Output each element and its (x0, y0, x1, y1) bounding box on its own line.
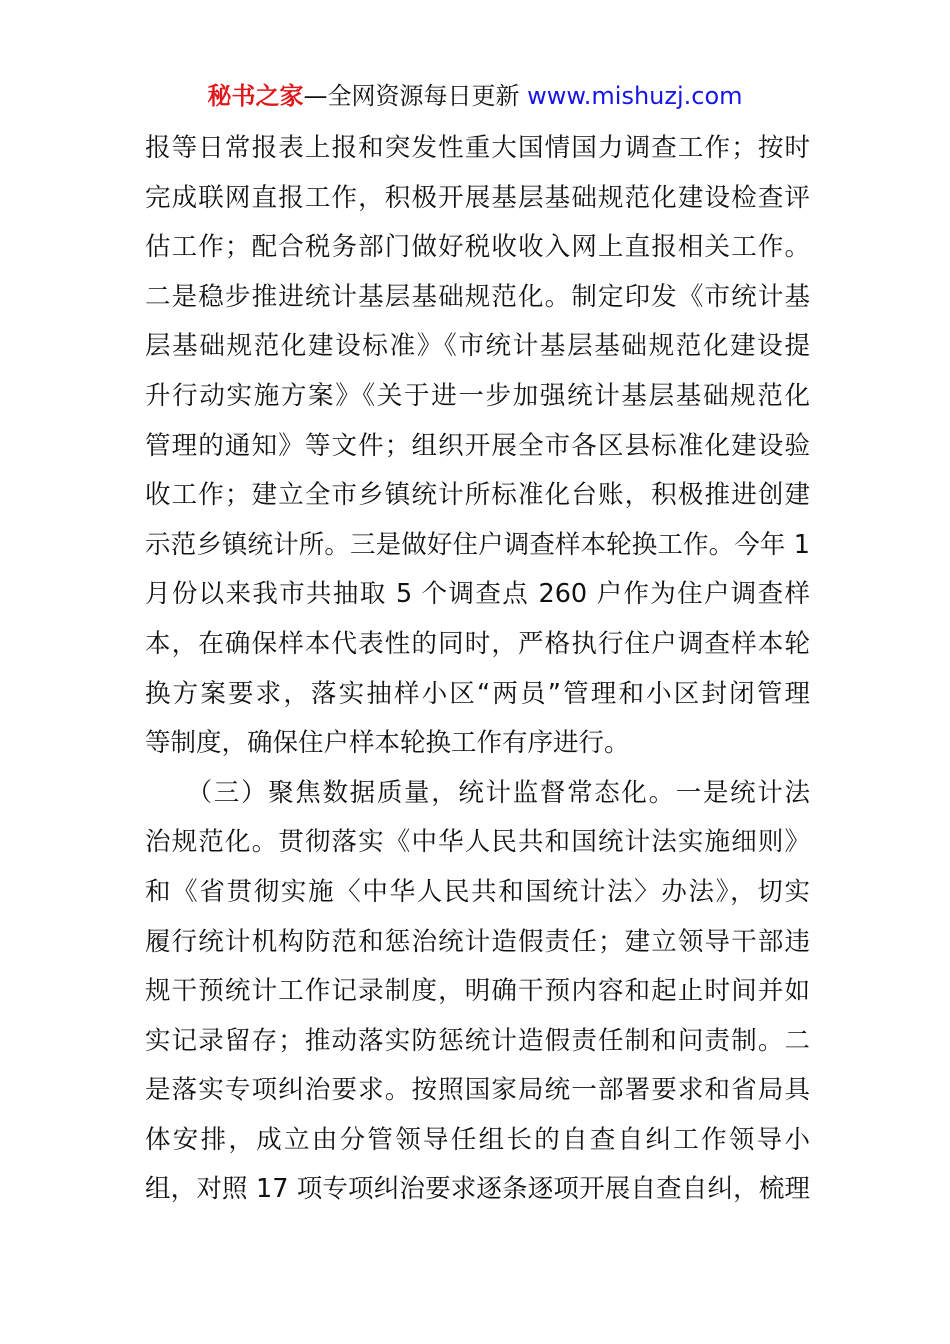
text-line: 管理的通知》等文件；组织开展全市各区县标准化建设验 (145, 430, 810, 461)
text-line: 二是稳步推进统计基层基础规范化。制定印发《市统计基 (145, 281, 810, 312)
text-line: 治规范化。贯彻落实《中华人民共和国统计法实施细则》 (145, 827, 810, 858)
text-line: 升行动实施方案》《关于进一步加强统计基层基础规范化 (145, 380, 810, 411)
text-line: 实记录留存；推动落实防惩统计造假责任制和问责制。二 (145, 1025, 810, 1056)
text-line: 换方案要求，落实抽样小区“两员”管理和小区封闭管理 (145, 678, 810, 709)
text-line: 估工作；配合税务部门做好税收收入网上直报相关工作。 (145, 232, 810, 263)
site-banner (0, 78, 950, 114)
text-line: 履行统计机构防范和惩治统计造假责任；建立领导干部违 (145, 926, 810, 957)
text-line: 示范乡镇统计所。三是做好住户调查样本轮换工作。今年 1 (145, 529, 810, 560)
site-tagline: —全网资源每日更新 (303, 82, 520, 110)
text-line: 组，对照 17 项专项纠治要求逐条逐项开展自查自纠，梳理 (145, 1174, 810, 1205)
section-heading-line: （三）聚焦数据质量，统计监督常态化。一是统计法 (145, 777, 810, 808)
text-line: 层基础规范化建设标准》《市统计基层基础规范化建设提 (145, 331, 810, 362)
document-body (145, 124, 810, 1215)
text-line: 是落实专项纠治要求。按照国家局统一部署要求和省局具 (145, 1075, 810, 1106)
text-line: 本，在确保样本代表性的同时，严格执行住户调查样本轮 (145, 628, 810, 659)
text-line: 月份以来我市共抽取 5 个调查点 260 户作为住户调查样 (145, 579, 810, 610)
text-line: 完成联网直报工作，积极开展基层基础规范化建设检查评 (145, 182, 810, 213)
text-line: 报等日常报表上报和突发性重大国情国力调查工作；按时 (145, 133, 810, 163)
site-url-link[interactable]: www.mishuzj.com (527, 82, 743, 110)
text-line: 和《省贯彻实施〈中华人民共和国统计法〉办法》，切实 (145, 876, 810, 907)
paragraph-end-line: 等制度，确保住户样本轮换工作有序进行。 (145, 728, 630, 759)
text-line: 收工作；建立全市乡镇统计所标准化台账，积极推进创建 (145, 480, 810, 511)
site-brand: 秘书之家 (207, 82, 304, 110)
text-line: 规干预统计工作记录制度，明确干预内容和起止时间并如 (145, 976, 810, 1007)
text-line: 体安排，成立由分管领导任组长的自查自纠工作领导小 (145, 1124, 810, 1155)
